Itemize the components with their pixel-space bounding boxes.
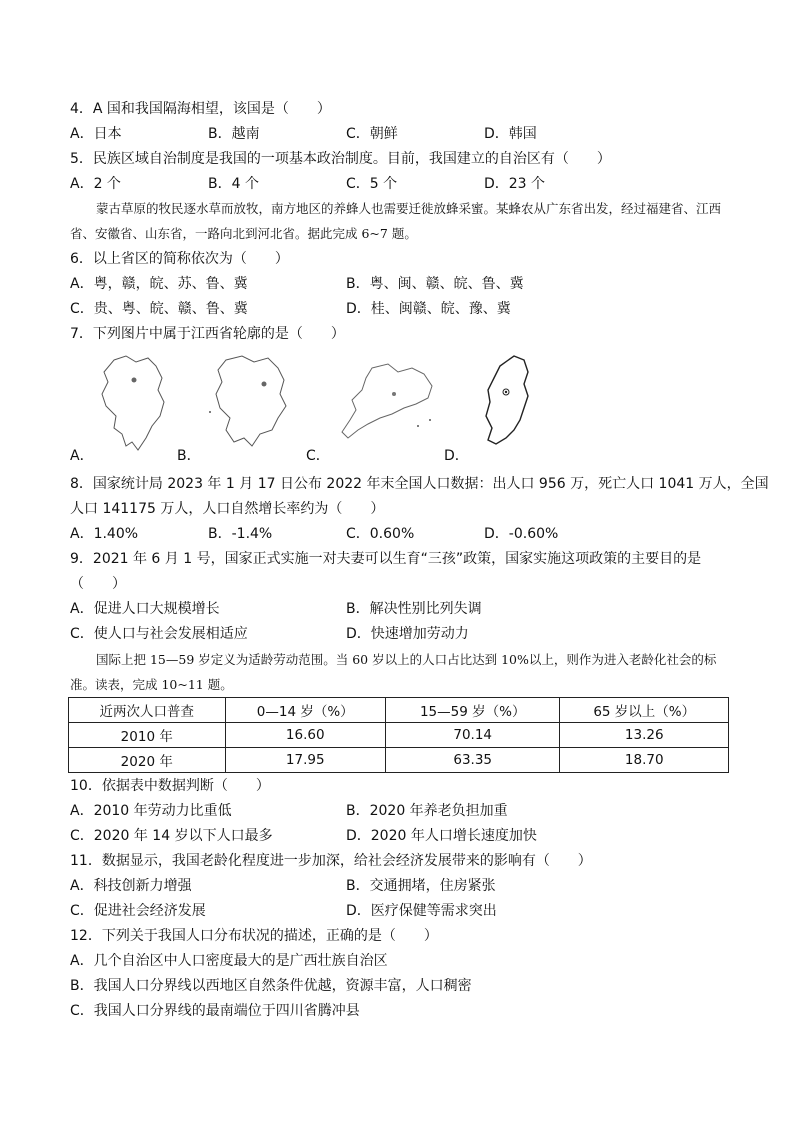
province-outline-figures [70,350,730,470]
q6-option-a: A．粤，赣，皖、苏、鲁、冀 [70,276,248,292]
q10-option-c: C．2020 年 14 岁以下人口最多 [70,828,273,844]
fig-label-d: D． [444,448,469,464]
q6-option-c: C．贵、粤、皖、赣、鲁、冀 [70,301,248,317]
q5-option-c: C．5 个 [346,176,398,192]
table-cell: 13.26 [560,723,729,748]
q5-stem: 5．民族区域自治制度是我国的一项基本政治制度。目前，我国建立的自治区有（ ） [70,151,611,167]
q11-stem: 11．数据显示，我国老龄化程度进一步加深，给社会经济发展带来的影响有（ ） [70,853,592,869]
stimulus-beekeeper: 蒙古草原的牧民逐水草而放牧，南方地区的养蜂人也需要迁徙放蜂采蜜。某蜂农从广东省出发，经过福建省、江西省、安徽省、山东省，一路向北到河北省。据此完成 6~7 题。 [70,201,722,241]
q8-stem-line-1: 8．国家统计局 2023 年 1 月 17 日公布 2022 年末全国人口数据：出人口 956 万，死亡人口 1041 万人，全国 [70,476,769,492]
q11-option-b: B．交通拥堵，住房紧张 [346,878,496,894]
table-header-cell: 15—59 岁（%） [385,698,560,723]
q12-option-c: C．我国人口分界线的最南端位于四川省腾冲县 [70,1003,360,1019]
q9-stem-line-2: （ ） [70,576,126,592]
q10-option-b: B．2020 年养老负担加重 [346,803,508,819]
q10-option-a: A．2010 年劳动力比重低 [70,803,232,819]
q9-option-c: C．使人口与社会发展相适应 [70,626,248,642]
table-cell: 2010 年 [69,723,226,748]
q11-option-a: A．科技创新力增强 [70,878,192,894]
q4-option-b: B．越南 [208,126,260,142]
q5-option-b: B．4 个 [208,176,259,192]
table-header-cell: 0—14 岁（%） [225,698,385,723]
table-header-row [69,698,729,723]
outline-b-image [206,350,296,450]
q10-stem: 10．依据表中数据判断（ ） [70,778,270,794]
table-header-cell: 65 岁以上（%） [560,698,729,723]
fig-label-c: C． [306,448,330,464]
q11-option-c: C．促进社会经济发展 [70,903,206,919]
q8-option-a: A．1.40% [70,526,139,542]
fig-label-b: B． [177,448,201,464]
q4-option-d: D．韩国 [484,126,537,142]
q8-option-d: D．-0.60% [484,526,559,542]
q6-option-d: D．桂、闽赣、皖、豫、冀 [346,301,511,317]
census-age-table [68,697,729,773]
outline-a-image [96,350,172,454]
q8-stem-line-2: 人口 141175 万人，人口自然增长率约为（ ） [70,501,385,517]
q11-option-d: D．医疗保健等需求突出 [346,903,497,919]
q6-stem: 6．以上省区的简称依次为（ ） [70,251,289,267]
q9-stem-line-1: 9．2021 年 6 月 1 号，国家正式实施一对夫妻可以生育“三孩”政策，国家实施这项政策的主要目的是 [70,551,702,567]
q8-option-b: B．-1.4% [208,526,273,542]
outline-d-image [474,350,544,450]
table-row [69,723,729,748]
q4-option-a: A．日本 [70,126,122,142]
q12-option-a: A．几个自治区中人口密度最大的是广西壮族自治区 [70,953,388,969]
table-cell: 63.35 [385,748,560,773]
q10-option-d: D．2020 年人口增长速度加快 [346,828,537,844]
q7-stem: 7．下列图片中属于江西省轮廓的是（ ） [70,326,345,342]
fig-label-a: A． [70,448,94,464]
table-header-cell: 近两次人口普查 [69,698,226,723]
table-row [69,748,729,773]
table-cell: 17.95 [225,748,385,773]
table-cell: 2020 年 [69,748,226,773]
table-cell: 70.14 [385,723,560,748]
q12-stem: 12．下列关于我国人口分布状况的描述，正确的是（ ） [70,928,438,944]
q8-option-c: C．0.60% [346,526,415,542]
table-cell: 18.70 [560,748,729,773]
q4-option-c: C．朝鲜 [346,126,398,142]
q9-option-a: A．促进人口大规模增长 [70,601,220,617]
q5-option-a: A．2 个 [70,176,121,192]
q12-option-b: B．我国人口分界线以西地区自然条件优越，资源丰富，人口稠密 [70,978,472,994]
q9-option-b: B．解决性别比列失调 [346,601,482,617]
q4-stem: 4．A 国和我国隔海相望，该国是（ ） [70,101,331,117]
outline-c-image [332,360,442,446]
stimulus-aging: 国际上把 15—59 岁定义为适龄劳动范围。当 60 岁以上的人口占比达到 10%以上，则作为进入老龄化社会的标准。读表，完成 10~11 题。 [70,652,717,692]
q9-option-d: D．快速增加劳动力 [346,626,469,642]
q6-option-b: B．粤、闽、赣、皖、鲁、冀 [346,276,524,292]
table-cell: 16.60 [225,723,385,748]
q5-option-d: D．23 个 [484,176,546,192]
